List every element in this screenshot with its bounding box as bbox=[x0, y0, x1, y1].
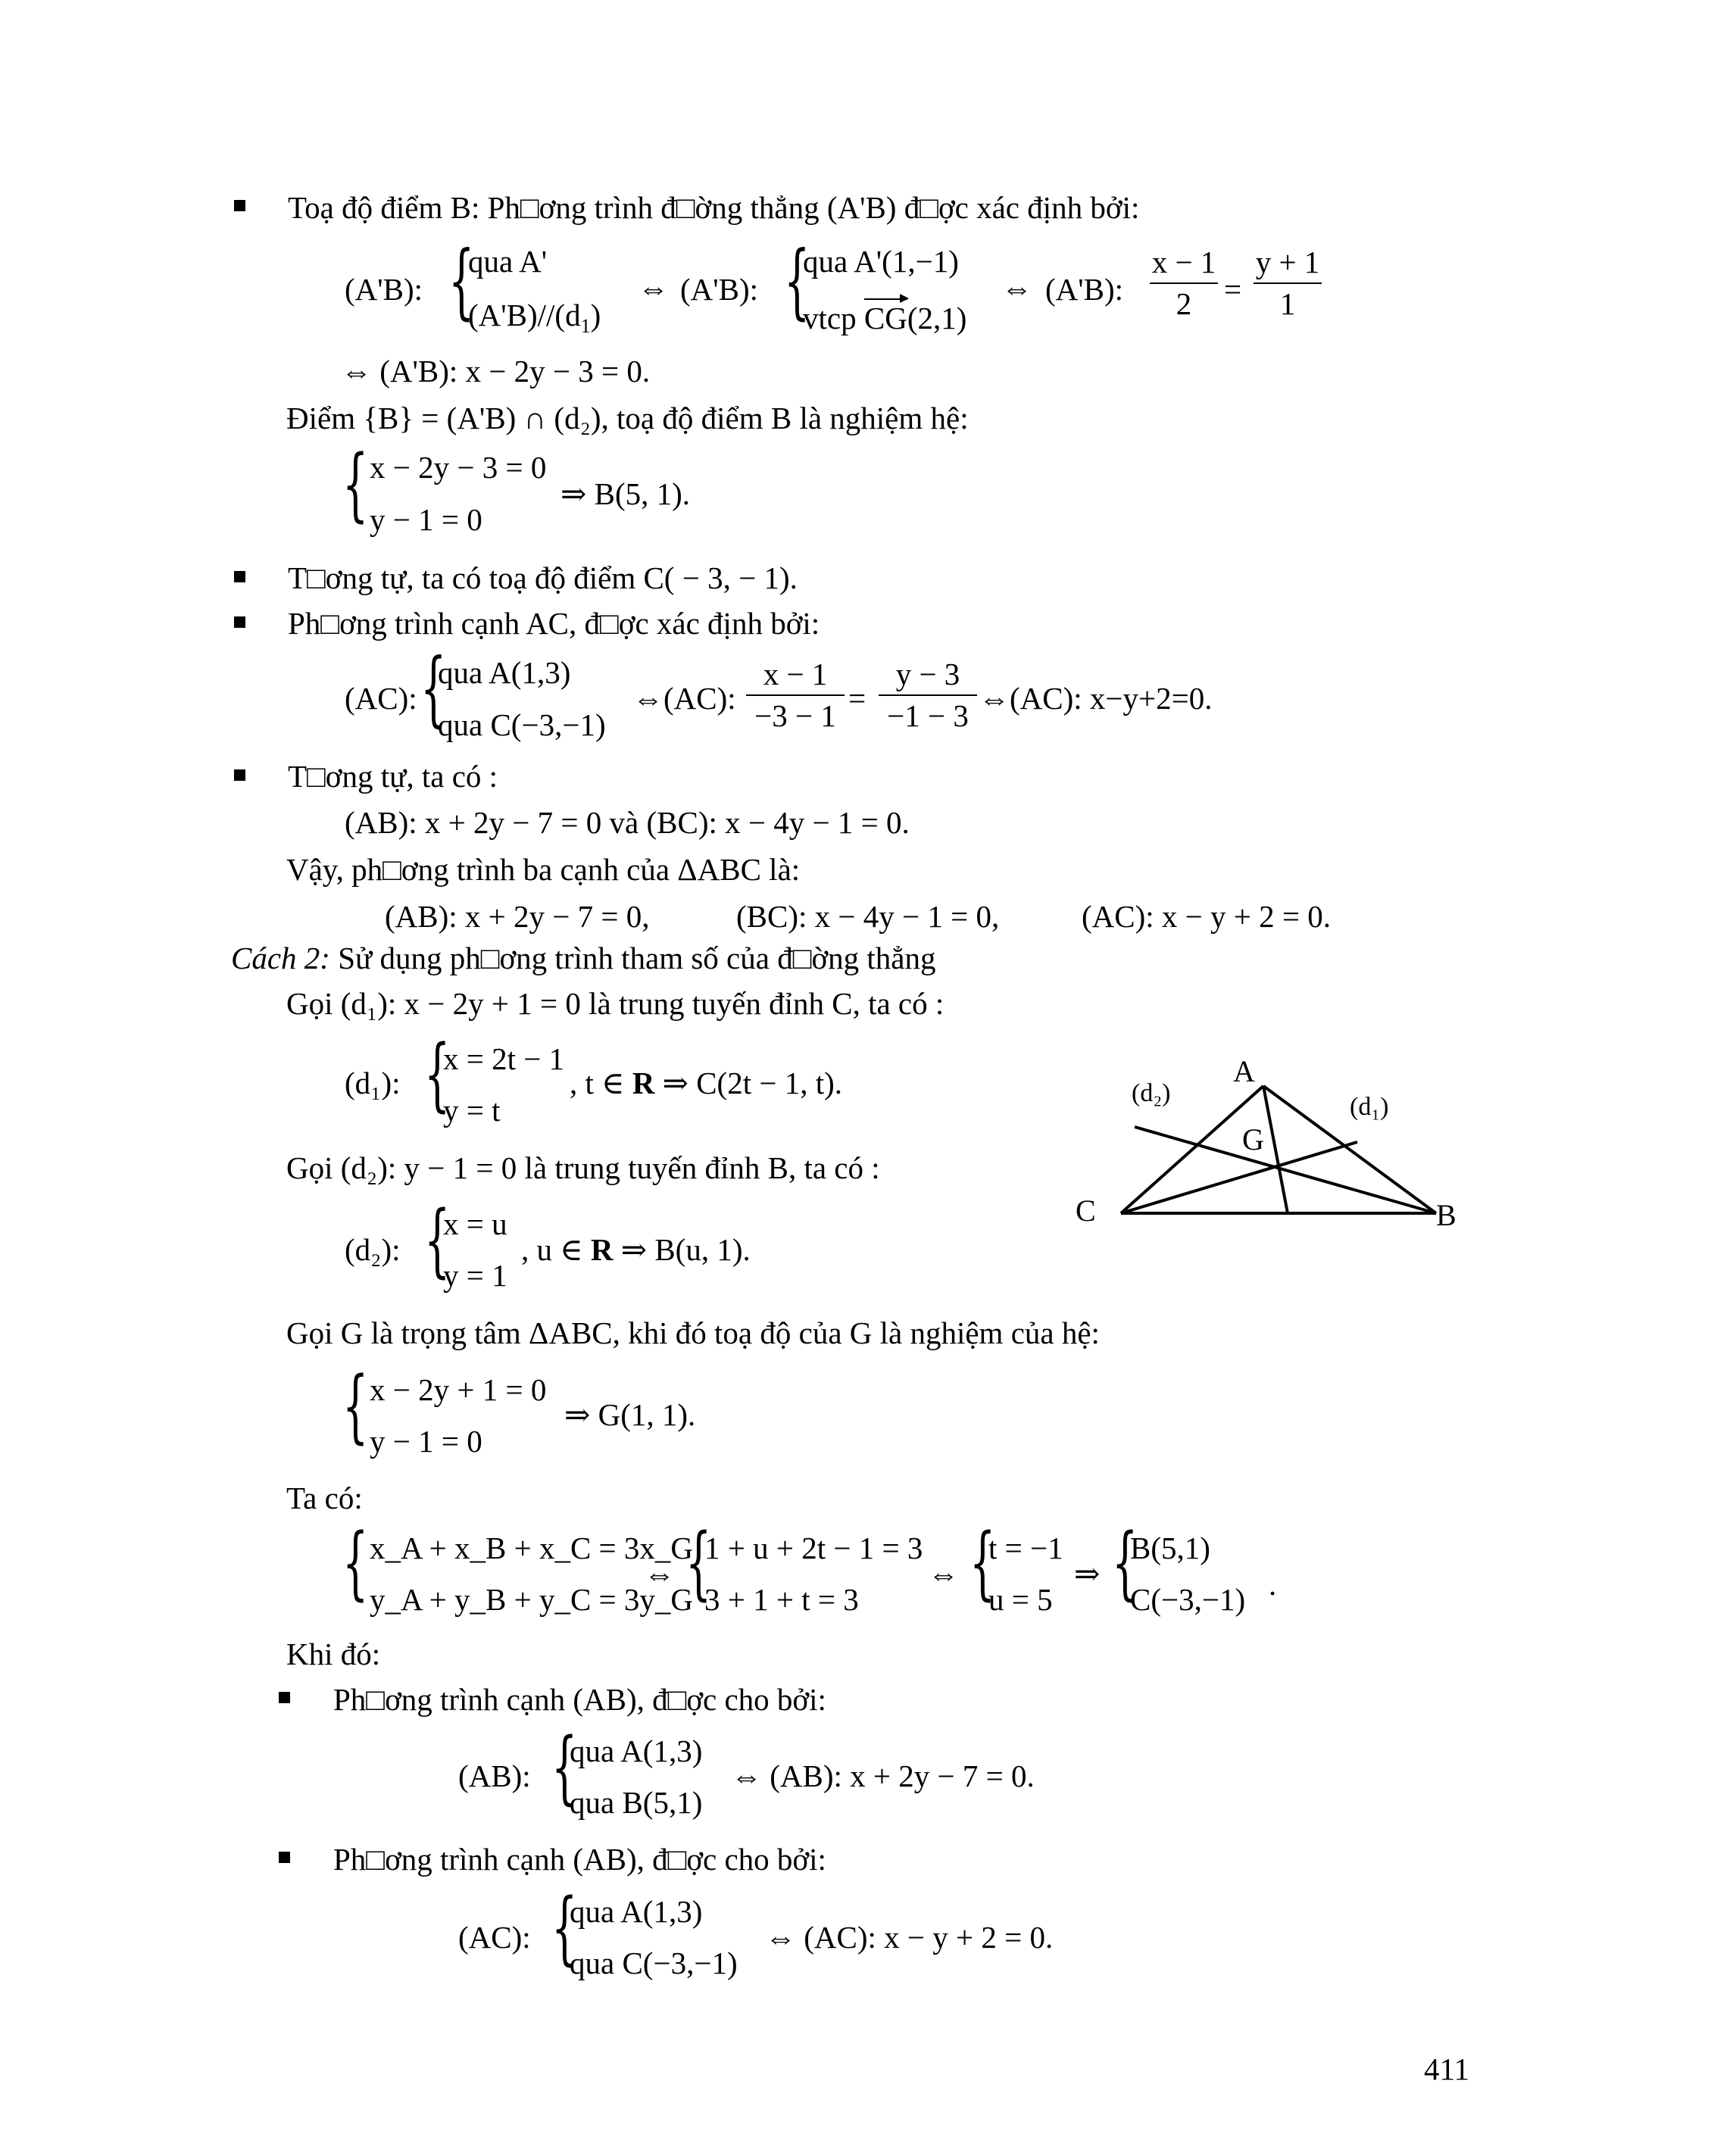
khi-do: Khi đó: bbox=[286, 1637, 381, 1671]
ac-equiv: ⇔(AC): bbox=[632, 681, 736, 716]
ab-cond-1a: qua A' bbox=[468, 244, 548, 279]
d2-result: , u ∈ R ⇒ B(u, 1). bbox=[521, 1232, 751, 1267]
ac2-cond-2: qua C(−3,−1) bbox=[570, 1946, 738, 1980]
d1-result: , t ∈ R ⇒ C(2t − 1, t). bbox=[570, 1066, 843, 1100]
ab2-cond-1: qua A(1,3) bbox=[570, 1734, 703, 1768]
d2-label: (d₂): bbox=[345, 1232, 401, 1267]
page-number: 411 bbox=[1424, 2052, 1469, 2086]
brace: { bbox=[342, 1517, 369, 1610]
brace: { bbox=[551, 1882, 578, 1975]
brace: { bbox=[784, 234, 810, 329]
equiv-symbol: ⇔ bbox=[928, 1556, 959, 1591]
brace: { bbox=[1112, 1517, 1138, 1610]
big-sys-4a: B(5,1) bbox=[1130, 1531, 1210, 1565]
fraction-ac-y: y − 3 −1 − 3 bbox=[879, 659, 977, 732]
sys1-eq-a: x − 2y − 3 = 0 bbox=[370, 450, 547, 485]
ac2-cond-1: qua A(1,3) bbox=[570, 1894, 703, 1929]
g-intro: Gọi G là trọng tâm ΔABC, khi đó toạ độ của G là nghiệm của hệ: bbox=[286, 1315, 1100, 1350]
ac-cond-1: qua A(1,3) bbox=[438, 655, 571, 690]
ab2-label: (AB): bbox=[458, 1758, 531, 1793]
d1-intro: Gọi (d₁): x − 2y + 1 = 0 là trung tuyến đỉnh C, ta có : bbox=[286, 986, 944, 1021]
vertex-c-label: C bbox=[1076, 1194, 1096, 1228]
vertex-b-label: B bbox=[1436, 1198, 1457, 1232]
g-sys-a: x − 2y + 1 = 0 bbox=[370, 1372, 547, 1407]
sys1-result: ⇒ B(5, 1). bbox=[560, 476, 691, 511]
ab-label-3: (A'B): bbox=[1045, 272, 1124, 307]
fraction-ac-x: x − 1 −3 − 1 bbox=[746, 659, 845, 732]
bullet-text-b-coord: Toạ độ điểm B: Ph□ơng trình đ□ờng thẳng (A'B) đ□ợc xác định bởi: bbox=[288, 190, 1140, 225]
bullet bbox=[234, 769, 245, 781]
big-sys-1b: y_A + y_B + y_C = 3y_G bbox=[370, 1582, 694, 1617]
ac2-label: (AC): bbox=[458, 1920, 531, 1955]
big-sys-1a: x_A + x_B + x_C = 3x_G bbox=[370, 1531, 694, 1565]
brace: { bbox=[551, 1721, 578, 1815]
brace: { bbox=[342, 1360, 369, 1453]
final-bc: (BC): x − 4y − 1 = 0, bbox=[736, 899, 1000, 934]
sys1-eq-b: y − 1 = 0 bbox=[370, 502, 482, 537]
brace: { bbox=[969, 1517, 996, 1610]
median-a bbox=[1263, 1086, 1288, 1213]
big-sys-4b: C(−3,−1) bbox=[1130, 1582, 1246, 1617]
bullet-text-ac: Ph□ơng trình cạnh AC, đ□ợc xác định bởi: bbox=[288, 606, 820, 641]
bullet-text-ab: Ph□ơng trình cạnh (AB), đ□ợc cho bởi: bbox=[333, 1682, 826, 1717]
ac-cond-2: qua C(−3,−1) bbox=[438, 707, 606, 742]
g-result: ⇒ G(1, 1). bbox=[564, 1397, 696, 1432]
ab-bc-equations: (AB): x + 2y − 7 = 0 và (BC): x − 4y − 1 = 0. bbox=[345, 805, 910, 840]
fraction-y: y + 1 1 bbox=[1254, 247, 1322, 320]
ab-equation: ⇔ (A'B): x − 2y − 3 = 0. bbox=[341, 354, 651, 389]
brace: { bbox=[424, 1194, 451, 1287]
bullet-text-c-coord: T□ơng tự, ta có toạ độ điểm C( − 3, − 1). bbox=[288, 560, 798, 595]
d1-param-y: y = t bbox=[443, 1093, 501, 1128]
d2-param-y: y = 1 bbox=[443, 1258, 507, 1293]
bullet bbox=[234, 616, 245, 628]
ab-label-2: (A'B): bbox=[680, 272, 759, 307]
g-sys-b: y − 1 = 0 bbox=[370, 1424, 482, 1459]
bullet-text-similarly: T□ơng tự, ta có : bbox=[288, 759, 498, 794]
equiv-symbol: ⇔ bbox=[1001, 270, 1032, 305]
ab-cond-1b: $(A'B)//(d_1)$ bbox=[468, 298, 601, 338]
point-b-intersection: Điểm {B} = (A'B) ∩ (d₂), toạ độ điểm B là nghiệm hệ: bbox=[286, 401, 969, 435]
equals: = bbox=[848, 681, 866, 716]
bullet bbox=[234, 571, 245, 582]
big-sys-2b: 3 + 1 + t = 3 bbox=[704, 1582, 859, 1617]
line-d2-label: (d₂) bbox=[1132, 1079, 1171, 1107]
big-sys-3b: u = 5 bbox=[988, 1582, 1053, 1617]
d2-param-x: x = u bbox=[443, 1206, 507, 1241]
big-sys-2a: 1 + u + 2t − 1 = 3 bbox=[704, 1531, 923, 1565]
period: . bbox=[1269, 1567, 1277, 1602]
conclusion: Vậy, ph□ơng trình ba cạnh của ΔABC là: bbox=[286, 852, 801, 887]
brace: { bbox=[448, 234, 475, 329]
equals: = bbox=[1224, 272, 1242, 307]
big-sys-3a: t = −1 bbox=[988, 1531, 1063, 1565]
implies-symbol: ⇒ bbox=[1074, 1556, 1101, 1591]
median-d1 bbox=[1121, 1142, 1357, 1213]
ab-label-1: (A'B): bbox=[345, 272, 423, 307]
centroid-g-label: G bbox=[1242, 1122, 1264, 1156]
bullet bbox=[279, 1692, 290, 1703]
bullet bbox=[234, 200, 245, 211]
ab-cond-2b: vtcp CG(2,1) bbox=[803, 301, 967, 335]
equiv-symbol: ⇔ bbox=[644, 1556, 675, 1591]
ta-co: Ta có: bbox=[286, 1481, 363, 1515]
brace: { bbox=[342, 438, 369, 532]
brace: { bbox=[420, 641, 447, 737]
ac2-result: ⇔ (AC): x − y + 2 = 0. bbox=[765, 1920, 1054, 1955]
bullet-text-ac2: Ph□ơng trình cạnh (AB), đ□ợc cho bởi: bbox=[333, 1842, 826, 1877]
ac-label: (AC): bbox=[345, 681, 417, 716]
bullet bbox=[279, 1852, 290, 1863]
brace: { bbox=[424, 1028, 451, 1122]
line-d1-label: (d₁) bbox=[1350, 1093, 1389, 1121]
brace: { bbox=[685, 1517, 712, 1610]
equiv-symbol: ⇔ bbox=[638, 270, 669, 305]
ab-cond-2a: qua A'(1,−1) bbox=[803, 244, 959, 279]
vertex-a-label: A bbox=[1233, 1054, 1255, 1088]
ab2-cond-2: qua B(5,1) bbox=[570, 1785, 703, 1820]
method-2-heading: Cách 2: Sử dụng ph□ơng trình tham số của đ□ờng thẳng bbox=[231, 941, 936, 975]
ab2-result: ⇔ (AB): x + 2y − 7 = 0. bbox=[731, 1758, 1035, 1793]
d2-intro: Gọi (d₂): y − 1 = 0 là trung tuyến đỉnh B, ta có : bbox=[286, 1150, 880, 1185]
d1-param-x: x = 2t − 1 bbox=[443, 1041, 565, 1076]
final-ab: (AB): x + 2y − 7 = 0, bbox=[385, 899, 650, 934]
d1-label: (d₁): bbox=[345, 1066, 401, 1100]
final-ac: (AC): x − y + 2 = 0. bbox=[1082, 899, 1332, 934]
ac-result: ⇔(AC): x−y+2=0. bbox=[979, 681, 1213, 716]
fraction-x: x − 1 2 bbox=[1150, 247, 1218, 320]
triangle-figure bbox=[1060, 1045, 1485, 1242]
